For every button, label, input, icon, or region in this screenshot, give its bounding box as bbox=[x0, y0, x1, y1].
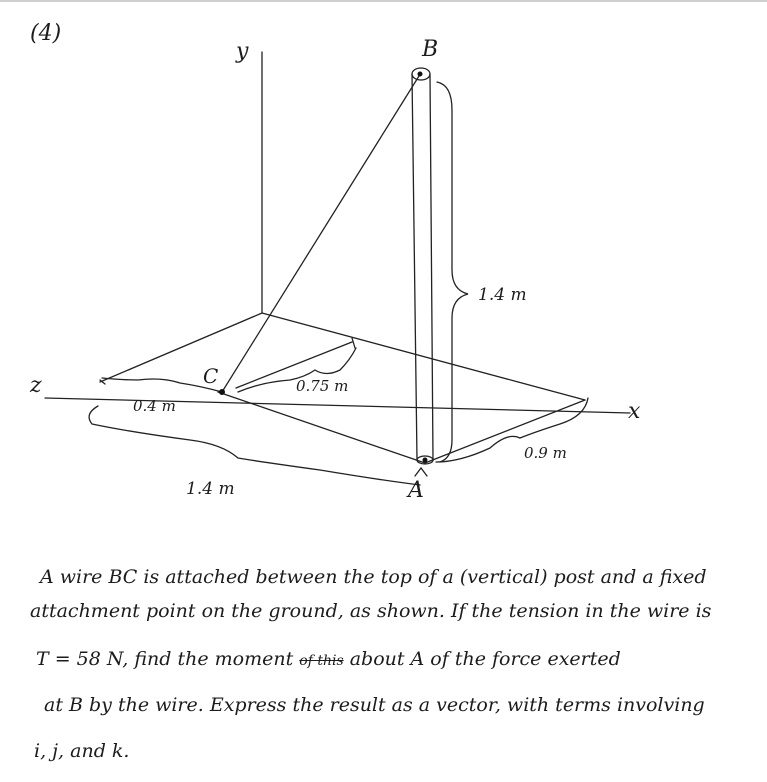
label-total-width: 1.4 m bbox=[186, 479, 235, 499]
problem-line-3 bbox=[36, 648, 621, 670]
label-x: x bbox=[628, 399, 641, 424]
label-a: A bbox=[408, 478, 424, 503]
label-z: z bbox=[30, 373, 42, 398]
label-post-height: 1.4 m bbox=[478, 285, 527, 305]
problem-line-3b: about A of the force exerted bbox=[349, 648, 621, 670]
point-a-dot bbox=[423, 458, 428, 463]
point-b-dot bbox=[418, 72, 423, 77]
brace-post-height bbox=[437, 82, 468, 462]
label-c: C bbox=[203, 364, 219, 388]
problem-line-2: attachment point on the ground, as shown. If the tension in the wire is bbox=[30, 600, 712, 622]
plate-front-edge bbox=[218, 392, 425, 463]
label-c-offset: 0.4 m bbox=[133, 397, 176, 415]
label-a-depth: 0.9 m bbox=[524, 444, 567, 462]
label-b: B bbox=[422, 37, 439, 62]
problem-line-1: A wire BC is attached between the top of a (vertical) post and a fixed bbox=[40, 566, 707, 588]
label-c-depth: 0.75 m bbox=[296, 377, 349, 395]
brace-total-width bbox=[89, 406, 420, 485]
a-pointer bbox=[415, 468, 427, 476]
post-right-edge bbox=[430, 74, 433, 460]
post-left-edge bbox=[412, 74, 417, 460]
label-y: y bbox=[236, 39, 249, 64]
point-c-dot bbox=[219, 389, 225, 395]
plate-left-edge bbox=[100, 313, 262, 382]
problem-line-4: at B by the wire. Express the result as a vector, with terms involving bbox=[44, 694, 705, 716]
c-reference-tick bbox=[352, 338, 355, 348]
problem-line-3a: T = 58 N, find the moment bbox=[36, 648, 294, 670]
problem-number: (4) bbox=[30, 21, 62, 46]
wire-bc bbox=[222, 76, 419, 392]
problem-line-3-struck: of this bbox=[299, 653, 344, 669]
problem-line-5: i, j, and k. bbox=[34, 740, 130, 762]
